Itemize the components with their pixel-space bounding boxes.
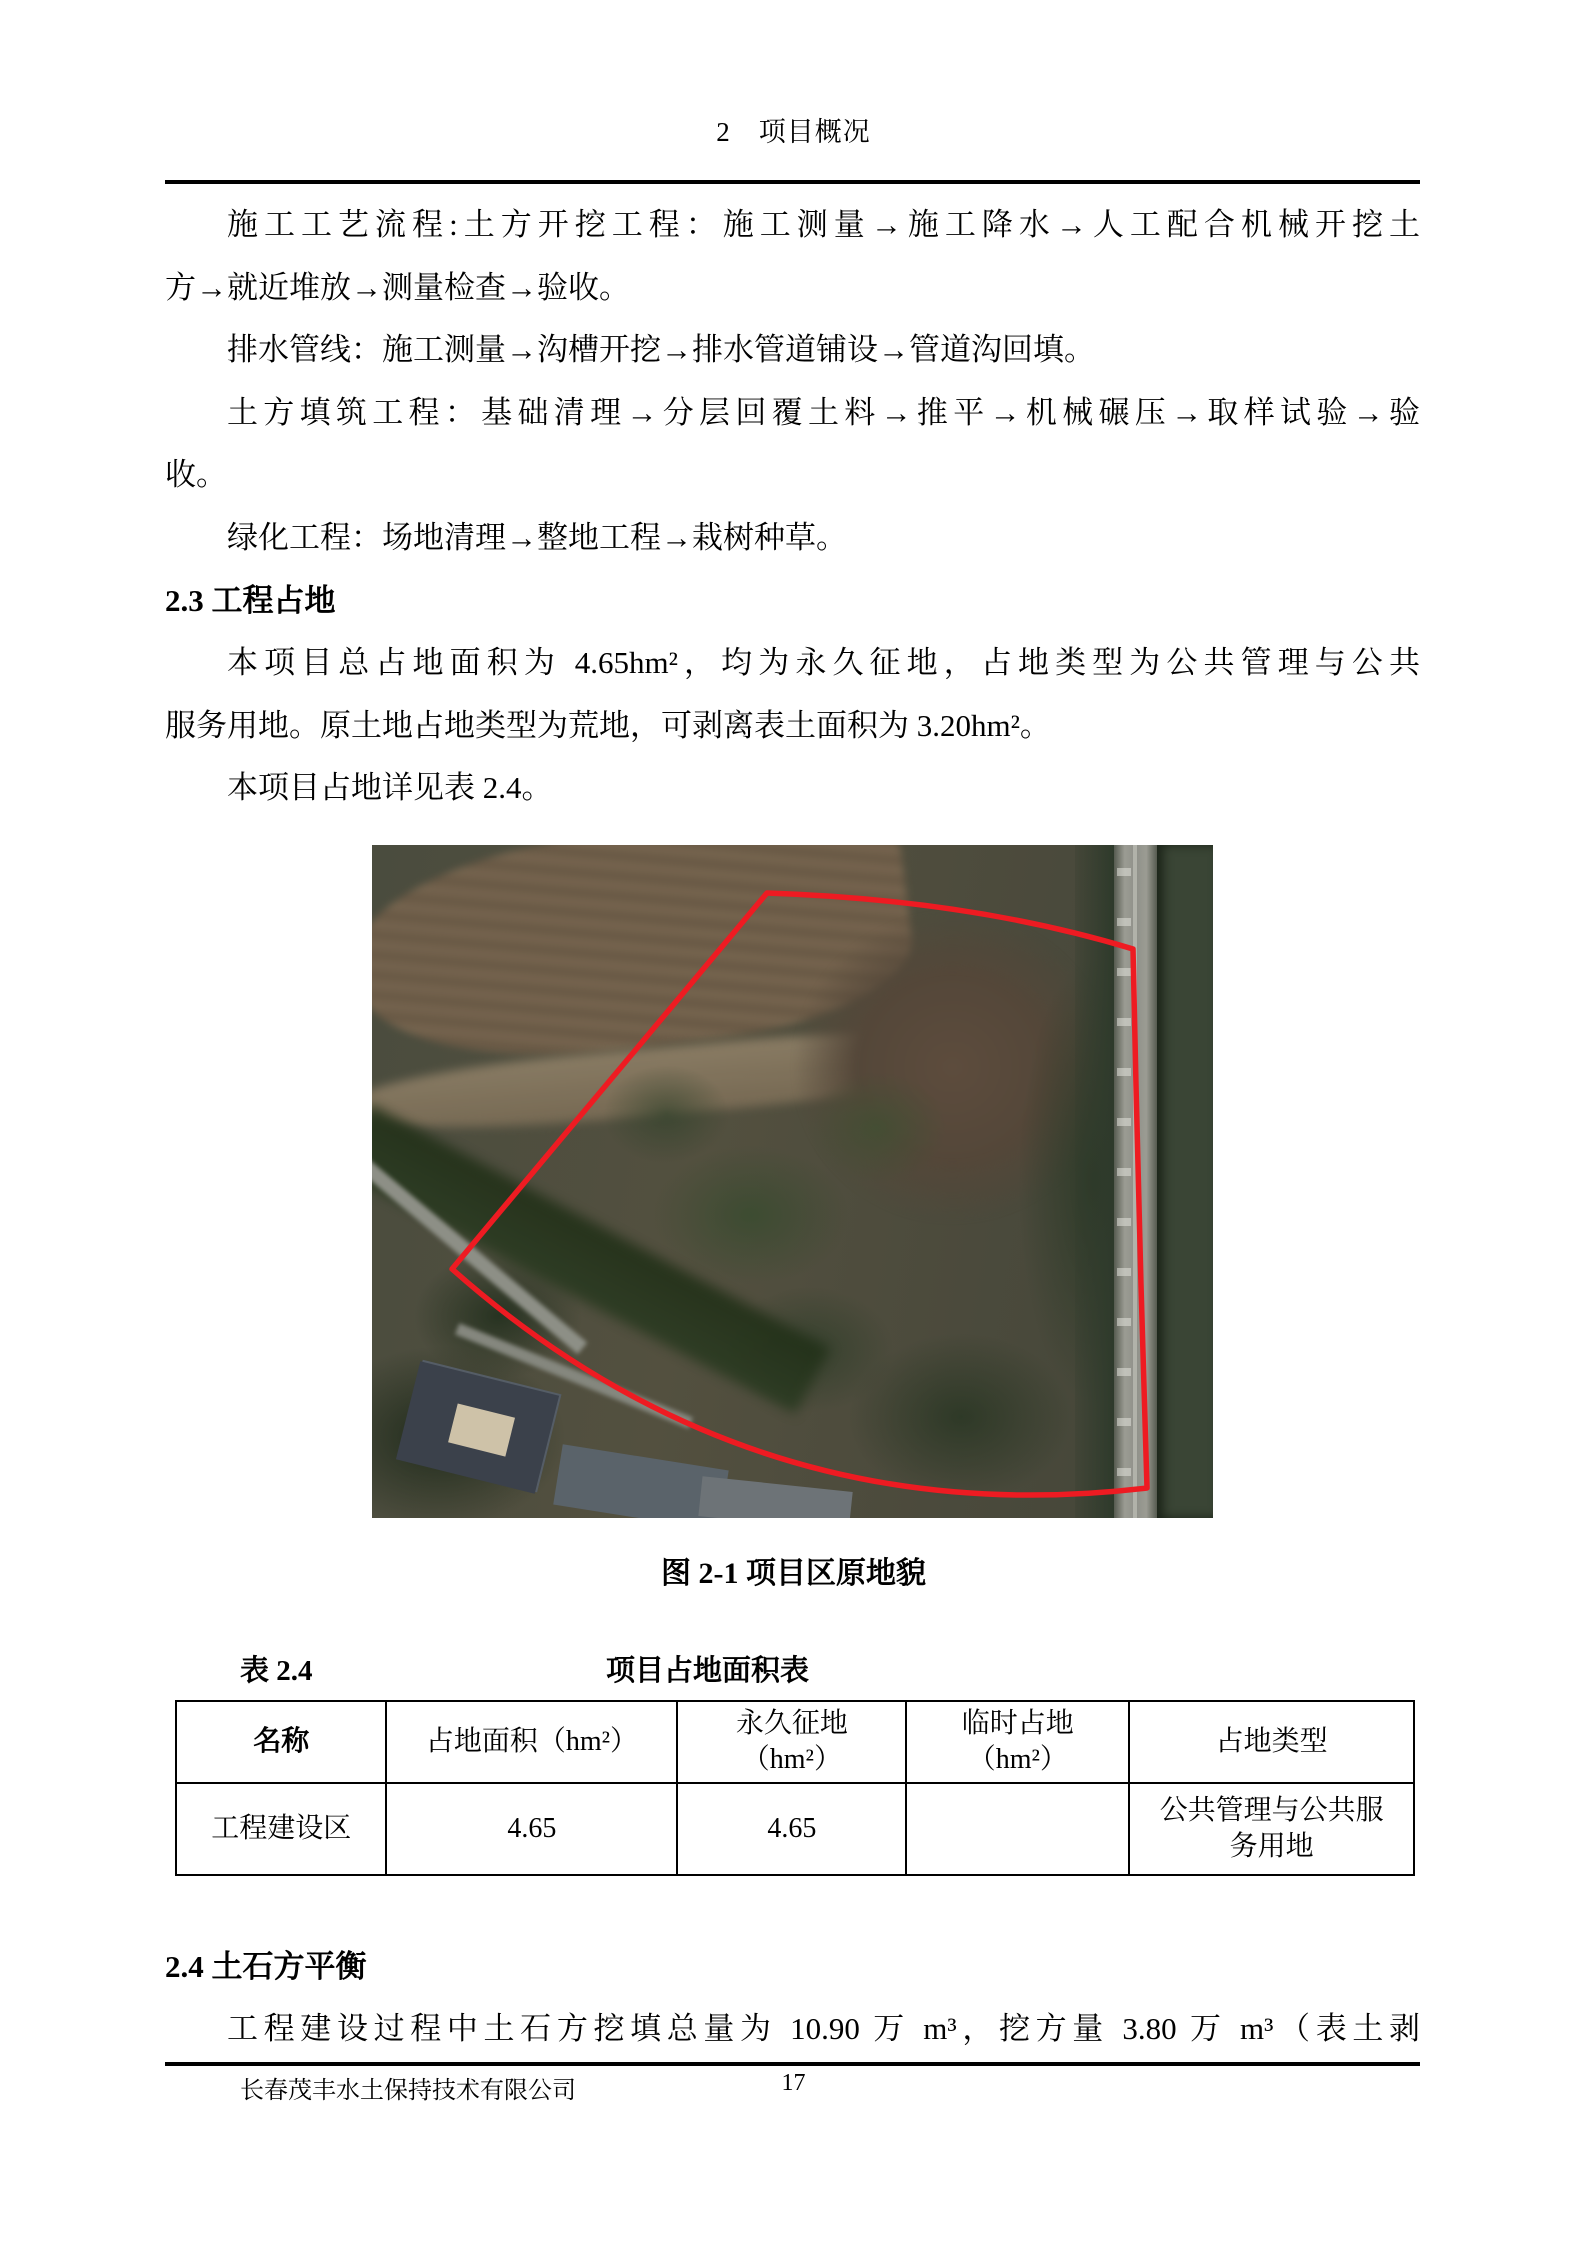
paragraph-line: 服务用地。原土地占地类型为荒地，可剥离表土面积为 3.20hm²。: [165, 707, 1051, 743]
running-header: 2 项目概况: [716, 117, 871, 147]
paragraph-line: 工程建设过程中土石方挖填总量为 10.90 万 m³，挖方量 3.80 万 m³（表土剥: [227, 2011, 1420, 2046]
header-rule: [165, 180, 1420, 184]
table-caption-row: [165, 1648, 1420, 1698]
paragraph-line: 排水管线：施工测量→沟槽开挖→排水管道铺设→管道沟回填。: [227, 332, 1095, 367]
paragraph-line: 本项目占地详见表 2.4。: [227, 770, 553, 805]
cell-permanent: 4.65: [677, 1783, 906, 1875]
col-header-permanent: 永久征地（hm²）: [677, 1701, 906, 1783]
section-heading-2-4: 2.4 土石方平衡: [165, 1949, 367, 1984]
satellite-image: [372, 845, 1213, 1518]
footer-rule: [165, 2062, 1420, 2066]
cell-type: 公共管理与公共服务用地: [1129, 1783, 1414, 1875]
section-2-4: [165, 1935, 1420, 2061]
figure-caption: 图 2-1 项目区原地貌: [661, 1557, 926, 1590]
col-header-temporary: 临时占地（hm²）: [906, 1701, 1129, 1783]
table-number-label: 表 2.4: [240, 1655, 313, 1687]
col-header-area: 占地面积（hm²）: [386, 1701, 677, 1783]
col-header-type: 占地类型: [1129, 1701, 1414, 1783]
paragraph-line: 收。: [165, 457, 227, 492]
land-area-table: [175, 1700, 1415, 1876]
project-boundary-polygon: [372, 845, 1213, 1518]
paragraph-line: 本项目总占地面积为 4.65hm²，均为永久征地，占地类型为公共管理与公共: [227, 645, 1420, 680]
section-heading-2-3: 2.3 工程占地: [165, 583, 336, 618]
paragraph-line: 绿化工程：场地清理→整地工程→栽树种草。: [227, 519, 847, 555]
cell-area: 4.65: [386, 1783, 677, 1875]
footer-company: 长春茂丰水土保持技术有限公司: [240, 2078, 576, 2104]
table-title: 项目占地面积表: [605, 1655, 809, 1687]
col-header-name: 名称: [176, 1701, 386, 1783]
cell-name: 工程建设区: [176, 1783, 386, 1875]
paragraph-line: 施工工艺流程:土方开挖工程：施工测量→施工降水→人工配合机械开挖土: [227, 207, 1420, 242]
page-number: 17: [781, 2070, 806, 2096]
table-row: [176, 1783, 1414, 1875]
paragraph-line: 方→就近堆放→测量检查→验收。: [165, 269, 630, 305]
paragraph-line: 土方填筑工程：基础清理→分层回覆土料→推平→机械碾压→取样试验→验: [227, 394, 1420, 430]
table-header-row: [176, 1701, 1414, 1783]
cell-temporary: [906, 1783, 1129, 1875]
body-content: [165, 194, 1420, 820]
